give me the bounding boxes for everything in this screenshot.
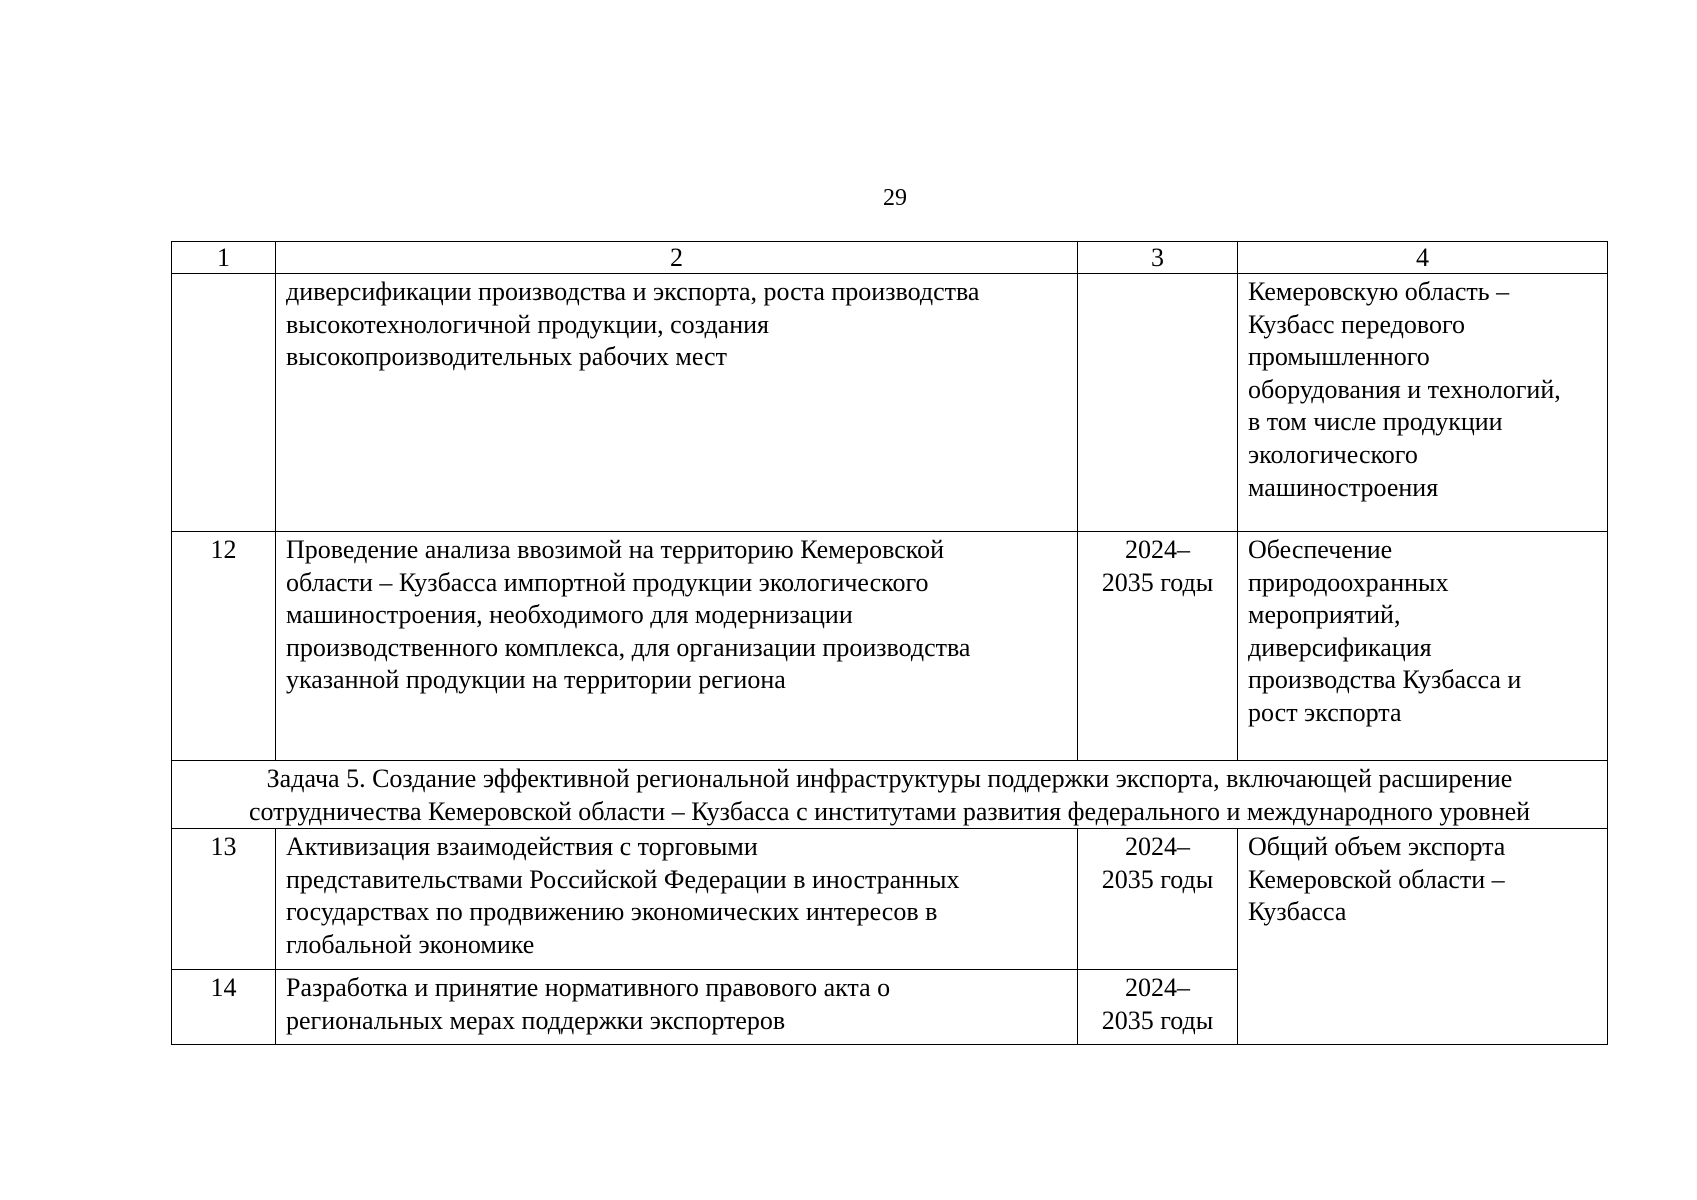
column-header-1: 1	[172, 242, 276, 274]
table-row	[172, 829, 1608, 970]
table-row	[172, 274, 1608, 532]
row-number-cell: 14	[172, 970, 276, 1045]
table-row	[172, 532, 1608, 761]
measures-table	[171, 241, 1608, 1045]
table-header-row	[172, 242, 1608, 274]
row-number-cell	[172, 274, 276, 532]
result-cell: Обеспечение природоохранных мероприятий, диверсификация производства Кузбасса и рост экспорта	[1238, 532, 1608, 761]
row-number-cell: 13	[172, 829, 276, 970]
measure-cell: Проведение анализа ввозимой на территорию Кемеровской области – Кузбасса импортной продукции экологического машиностроения, необходимого для модернизации производственного комплекса, для организации производства указанной продукции на территории региона	[276, 532, 1078, 761]
row-number-cell: 12	[172, 532, 276, 761]
measure-cell: Активизация взаимодействия с торговыми представительствами Российской Федерации в иностранных государствах по продвижению экономических интересов в глобальной экономике	[276, 829, 1078, 970]
measure-cell: диверсификации производства и экспорта, роста производства высокотехнологичной продукции, создания высокопроизводительных рабочих мест	[276, 274, 1078, 532]
period-cell: 2024– 2035 годы	[1078, 532, 1238, 761]
result-cell: Общий объем экспорта Кемеровской области – Кузбасса	[1238, 829, 1608, 1045]
column-header-3: 3	[1078, 242, 1238, 274]
task-heading: Задача 5. Создание эффективной региональной инфраструктуры поддержки экспорта, включающей расширение сотрудничества Кемеровской области – Кузбасса с институтами развития федерального и международного уровней	[172, 761, 1608, 829]
period-cell	[1078, 274, 1238, 532]
period-cell: 2024– 2035 годы	[1078, 970, 1238, 1045]
period-cell: 2024– 2035 годы	[1078, 829, 1238, 970]
result-cell: Кемеровскую область – Кузбасс передового промышленного оборудования и технологий, в том числе продукции экологического машиностроения	[1238, 274, 1608, 532]
measure-cell: Разработка и принятие нормативного правового акта о региональных мерах поддержки экспортеров	[276, 970, 1078, 1045]
column-header-2: 2	[276, 242, 1078, 274]
page-number: 29	[883, 185, 907, 211]
task-row	[172, 761, 1608, 829]
column-header-4: 4	[1238, 242, 1608, 274]
